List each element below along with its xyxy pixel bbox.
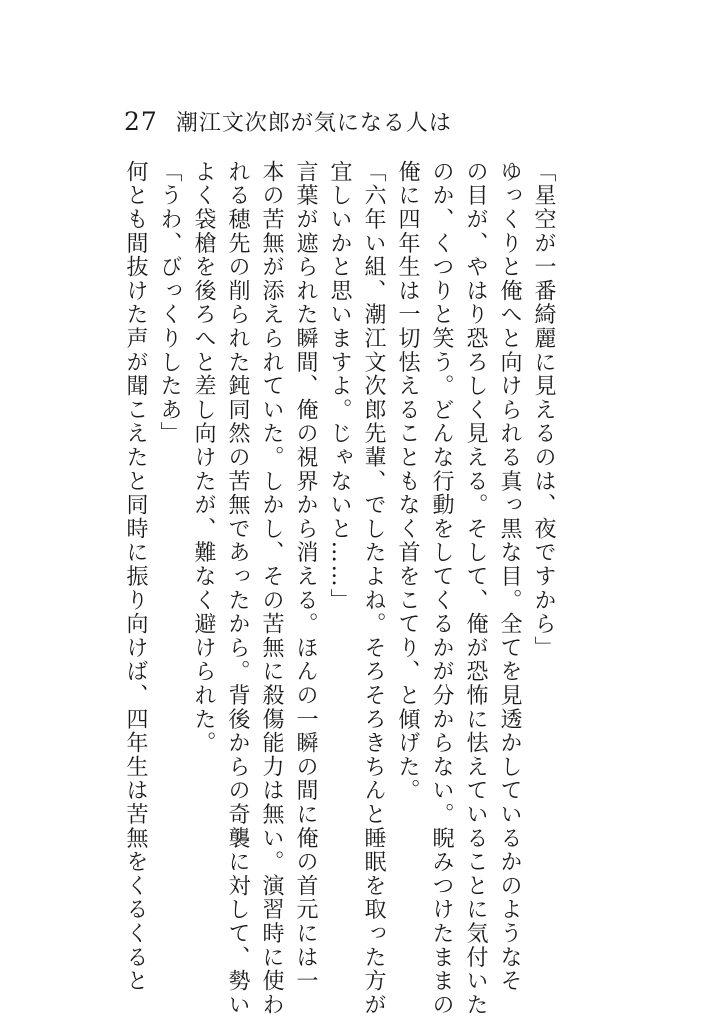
text-line: れる穂先の削られた鈍同然の苦無であったから。背後からの奇襲に対して、勢い bbox=[225, 160, 250, 1017]
text-line: 言葉が遮られた瞬間、俺の視界から消える。ほんの一瞬の間に俺の首元には一 bbox=[293, 160, 318, 993]
text-line: 俺に四年生は一切怯えることもなく首をこてり、と傾げた。 bbox=[395, 160, 420, 803]
chapter-title: 潮江文次郎が気になる人は bbox=[175, 111, 452, 136]
text-line: 宜しいかと思いますよ。じゃないと……」 bbox=[327, 160, 352, 613]
text-line: の目が、やはり恐ろしく見える。そして、俺が恐怖に怯えていることに気付いた bbox=[463, 160, 488, 1017]
page-header bbox=[124, 106, 452, 140]
text-line: よく袋槍を後ろへと差し向けたが、難なく避けられた。 bbox=[191, 160, 216, 755]
text-line: 本の苦無が添えられていた。しかし、その苦無に殺傷能力は無い。演習時に使わ bbox=[259, 160, 284, 1017]
text-line: ゆっくりと俺へと向けられる真っ黒な目。全てを見透かしているかのようなそ bbox=[497, 160, 522, 993]
text-line: のか、くつりと笑う。どんな行動をしてくるかが分からない。睨みつけたままの bbox=[429, 160, 454, 1017]
vertical-body-text bbox=[123, 160, 560, 1017]
text-line: 「うわ、びっくりしたあ」 bbox=[157, 160, 182, 446]
text-line: 「六年い組、潮江文次郎先輩、でしたよね。そろそろきちんと睡眠を取った方が bbox=[361, 160, 386, 1017]
page-number: 27 bbox=[124, 107, 158, 136]
text-line: 何とも間抜けた声が聞こえたと同時に振り向けば、四年生は苦無をくるくると bbox=[123, 160, 148, 993]
text-line: 「星空が一番綺麗に見えるのは、夜ですから」 bbox=[531, 160, 556, 660]
